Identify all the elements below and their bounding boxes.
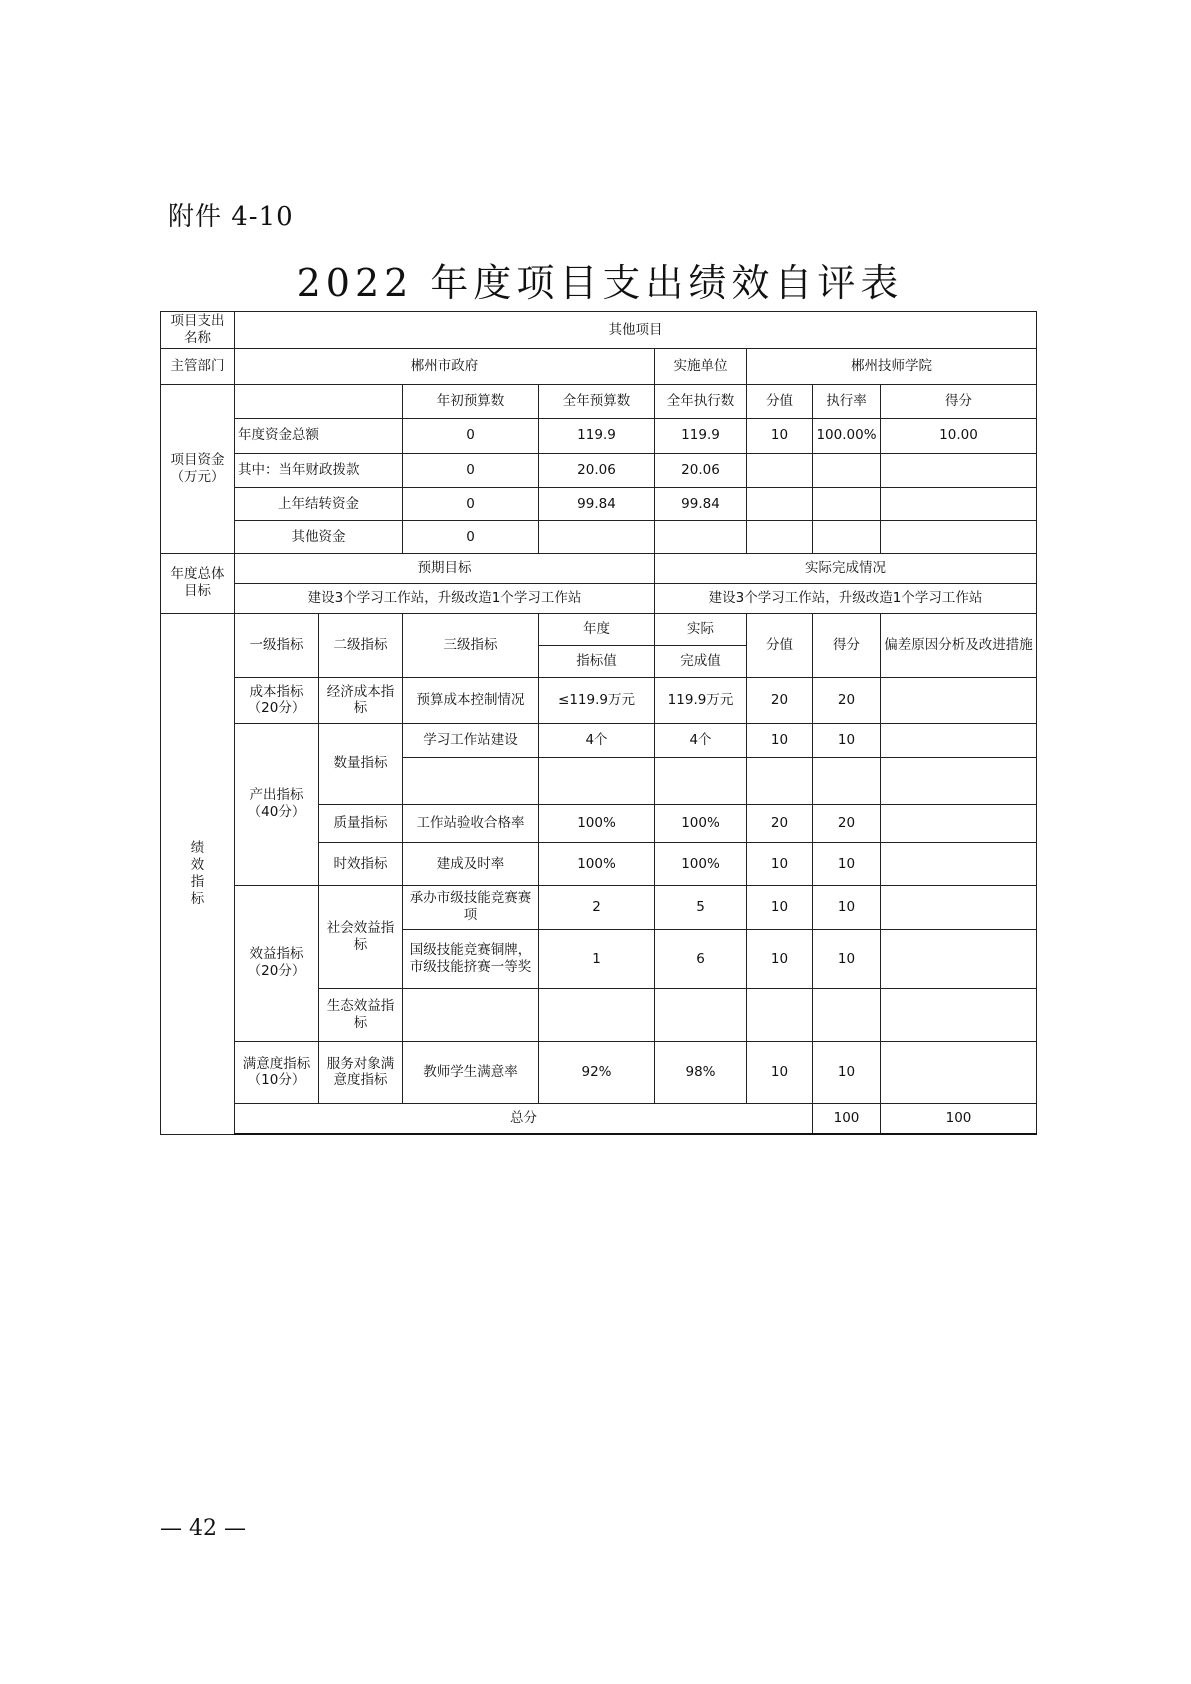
funds-row-rate: 100.00% — [813, 418, 881, 453]
project-name-label: 项目支出名称 — [161, 312, 235, 349]
project-name-value: 其他项目 — [235, 312, 1037, 349]
unit-value: 郴州技师学院 — [747, 349, 1037, 385]
funds-row-initial: 0 — [403, 488, 539, 521]
header-score: 得分 — [813, 613, 881, 677]
quantity-score-value: 10 — [747, 723, 813, 757]
header-level1: 一级指标 — [235, 613, 319, 677]
satisfaction-level3: 教师学生满意率 — [403, 1041, 539, 1103]
social1-deviation — [881, 885, 1037, 929]
satisfaction-deviation — [881, 1041, 1037, 1103]
output-quality-label: 质量指标 — [319, 805, 403, 843]
ecology-target — [539, 989, 655, 1041]
header-actual-top: 实际 — [655, 613, 747, 645]
quantity-empty-score — [813, 757, 881, 804]
timeliness-score-value: 10 — [747, 843, 813, 885]
timeliness-score: 10 — [813, 843, 881, 885]
funds-header-initial: 年初预算数 — [403, 385, 539, 418]
funds-row-score-value — [747, 521, 813, 553]
table-row — [161, 885, 1037, 929]
header-actual-bottom: 完成值 — [655, 646, 747, 678]
indicators-label: 绩效指标 — [161, 613, 235, 1134]
satisfaction-actual: 98% — [655, 1041, 747, 1103]
quantity-target: 4个 — [539, 723, 655, 757]
satisfaction-score: 10 — [813, 1041, 881, 1103]
timeliness-deviation — [881, 843, 1037, 885]
goals-expected-text: 建设3个学习工作站，升级改造1个学习工作站 — [235, 583, 655, 613]
funds-row-score — [881, 521, 1037, 553]
goals-actual-label: 实际完成情况 — [655, 553, 1037, 583]
social2-target: 1 — [539, 929, 655, 988]
cost-target: ≤119.9万元 — [539, 678, 655, 723]
funds-row-annual — [539, 521, 655, 553]
quantity-deviation — [881, 723, 1037, 757]
funds-row-score — [881, 453, 1037, 487]
funds-row-label: 其中：当年财政拨款 — [235, 453, 403, 487]
quality-deviation — [881, 805, 1037, 843]
timeliness-target: 100% — [539, 843, 655, 885]
cost-score-value: 20 — [747, 678, 813, 723]
goals-expected-label: 预期目标 — [235, 553, 655, 583]
social1-target: 2 — [539, 885, 655, 929]
quality-actual: 100% — [655, 805, 747, 843]
quality-score-value: 20 — [747, 805, 813, 843]
social1-score: 10 — [813, 885, 881, 929]
table-row — [161, 488, 1037, 521]
quantity-empty-target — [539, 757, 655, 804]
funds-label: 项目资金（万元） — [161, 385, 235, 553]
funds-header-blank — [235, 385, 403, 418]
funds-header-executed: 全年执行数 — [655, 385, 747, 418]
quality-level3: 工作站验收合格率 — [403, 805, 539, 843]
quantity-empty-level3 — [403, 757, 539, 804]
funds-header-score: 得分 — [881, 385, 1037, 418]
satisfaction-target: 92% — [539, 1041, 655, 1103]
output-quantity-label: 数量指标 — [319, 723, 403, 805]
goals-actual-text: 建设3个学习工作站，升级改造1个学习工作站 — [655, 583, 1037, 613]
benefit-level1: 效益指标（20分） — [235, 885, 319, 1041]
header-annual-bottom: 指标值 — [539, 646, 655, 678]
dept-label: 主管部门 — [161, 349, 235, 385]
total-score: 100 — [881, 1104, 1037, 1134]
funds-row-label: 其他资金 — [235, 521, 403, 553]
table-row — [161, 1104, 1037, 1134]
table-row — [161, 453, 1037, 487]
funds-row-rate — [813, 521, 881, 553]
funds-row-initial: 0 — [403, 521, 539, 553]
quantity-level3: 学习工作站建设 — [403, 723, 539, 757]
page-number: — 42 — — [160, 1516, 246, 1541]
satisfaction-level1: 满意度指标（10分） — [235, 1041, 319, 1103]
funds-row-score-value: 10 — [747, 418, 813, 453]
performance-table — [160, 311, 1037, 1135]
timeliness-level3: 建成及时率 — [403, 843, 539, 885]
header-annual-top: 年度 — [539, 613, 655, 645]
table-row — [161, 521, 1037, 553]
ecology-score-value — [747, 989, 813, 1041]
output-timeliness-label: 时效指标 — [319, 843, 403, 885]
funds-row-score-value — [747, 488, 813, 521]
output-level1: 产出指标（40分） — [235, 723, 319, 885]
satisfaction-score-value: 10 — [747, 1041, 813, 1103]
attachment-label: 附件 4-10 — [168, 202, 294, 232]
ecology-score — [813, 989, 881, 1041]
social2-deviation — [881, 929, 1037, 988]
social1-score-value: 10 — [747, 885, 813, 929]
funds-row-executed: 119.9 — [655, 418, 747, 453]
social2-level3: 国级技能竞赛铜牌，市级技能挤赛一等奖 — [403, 929, 539, 988]
funds-row-label: 年度资金总额 — [235, 418, 403, 453]
quantity-empty-score-value — [747, 757, 813, 804]
cost-level3: 预算成本控制情况 — [403, 678, 539, 723]
funds-row-label: 上年结转资金 — [235, 488, 403, 521]
dept-value: 郴州市政府 — [235, 349, 655, 385]
funds-row-score-value — [747, 453, 813, 487]
quantity-actual: 4个 — [655, 723, 747, 757]
quantity-score: 10 — [813, 723, 881, 757]
timeliness-actual: 100% — [655, 843, 747, 885]
ecology-deviation — [881, 989, 1037, 1041]
cost-level1: 成本指标（20分） — [235, 678, 319, 723]
table-row — [161, 418, 1037, 453]
cost-actual: 119.9万元 — [655, 678, 747, 723]
cost-deviation — [881, 678, 1037, 723]
unit-label: 实施单位 — [655, 349, 747, 385]
social2-actual: 6 — [655, 929, 747, 988]
funds-row-rate — [813, 453, 881, 487]
ecology-level3 — [403, 989, 539, 1041]
satisfaction-level2: 服务对象满意度指标 — [319, 1041, 403, 1103]
header-score-value: 分值 — [747, 613, 813, 677]
total-label: 总分 — [235, 1104, 813, 1134]
funds-row-score: 10.00 — [881, 418, 1037, 453]
funds-row-rate — [813, 488, 881, 521]
funds-row-initial: 0 — [403, 453, 539, 487]
funds-header-annual: 全年预算数 — [539, 385, 655, 418]
ecology-actual — [655, 989, 747, 1041]
funds-row-initial: 0 — [403, 418, 539, 453]
benefit-social-label: 社会效益指标 — [319, 885, 403, 989]
funds-row-executed: 99.84 — [655, 488, 747, 521]
funds-row-annual: 119.9 — [539, 418, 655, 453]
funds-row-executed: 20.06 — [655, 453, 747, 487]
funds-row-score — [881, 488, 1037, 521]
funds-row-annual: 99.84 — [539, 488, 655, 521]
total-score-value: 100 — [813, 1104, 881, 1134]
table-row — [161, 723, 1037, 757]
social2-score: 10 — [813, 929, 881, 988]
page-title: 2022 年度项目支出绩效自评表 — [296, 261, 904, 305]
funds-header-score-value: 分值 — [747, 385, 813, 418]
table-row — [161, 678, 1037, 723]
header-level2: 二级指标 — [319, 613, 403, 677]
social1-actual: 5 — [655, 885, 747, 929]
cost-level2: 经济成本指标 — [319, 678, 403, 723]
cost-score: 20 — [813, 678, 881, 723]
social2-score-value: 10 — [747, 929, 813, 988]
table-row — [161, 1041, 1037, 1103]
quantity-empty-actual — [655, 757, 747, 804]
header-deviation: 偏差原因分析及改进措施 — [881, 613, 1037, 677]
funds-row-executed — [655, 521, 747, 553]
quality-target: 100% — [539, 805, 655, 843]
goals-label: 年度总体目标 — [161, 553, 235, 613]
quality-score: 20 — [813, 805, 881, 843]
funds-header-rate: 执行率 — [813, 385, 881, 418]
benefit-ecology-label: 生态效益指标 — [319, 989, 403, 1041]
social1-level3: 承办市级技能竞赛赛项 — [403, 885, 539, 929]
quantity-empty-deviation — [881, 757, 1037, 804]
funds-row-annual: 20.06 — [539, 453, 655, 487]
header-level3: 三级指标 — [403, 613, 539, 677]
